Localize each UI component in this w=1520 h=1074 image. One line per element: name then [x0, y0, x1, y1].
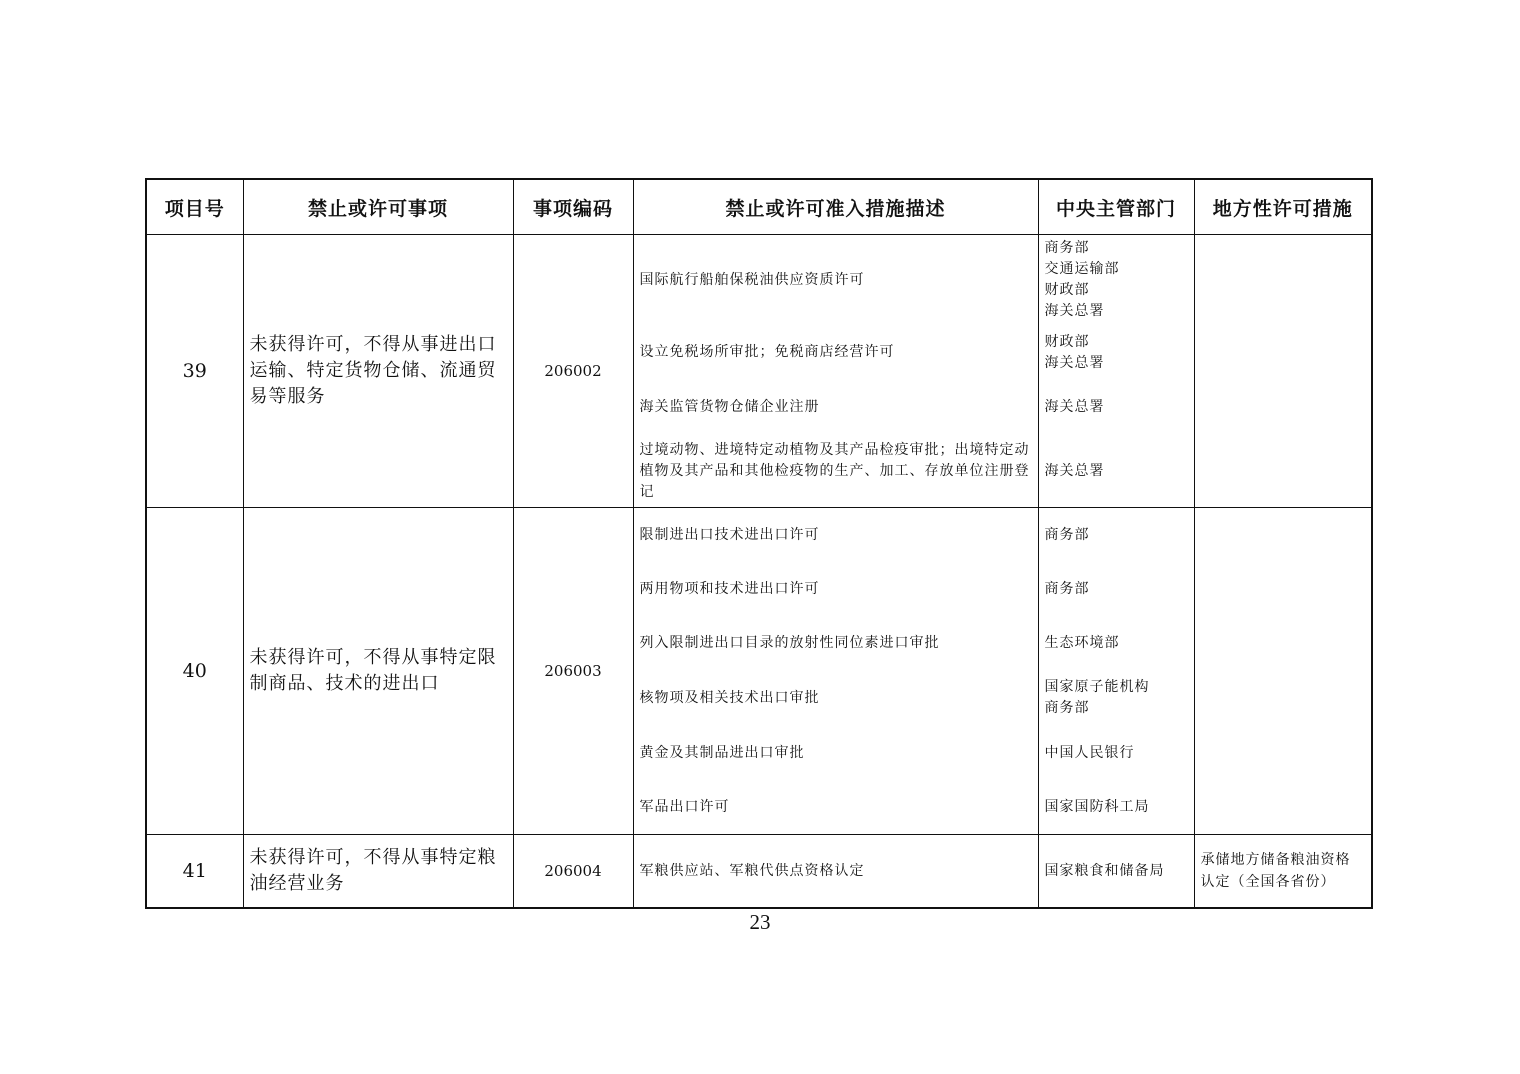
department-list — [1038, 508, 1194, 835]
header-item-number: 项目号 — [146, 179, 243, 235]
department-name: 海关总署 — [1044, 462, 1105, 479]
department-name: 生态环境部 — [1044, 634, 1120, 651]
department-name: 财政部 海关总署 — [1044, 333, 1105, 371]
item-code: 206004 — [513, 835, 633, 909]
item-name: 未获得许可，不得从事特定粮油经营业务 — [243, 835, 513, 909]
item-number: 40 — [146, 508, 243, 835]
local-measure: 承储地方储备粮油资格认定（全国各省份） — [1194, 835, 1372, 909]
department-list — [1038, 235, 1194, 508]
department-list — [1038, 835, 1194, 909]
measure-description: 军粮供应站、军粮代供点资格认定 — [639, 862, 865, 879]
page-number: 23 — [749, 910, 771, 934]
measure-list — [633, 835, 1038, 909]
header-row — [146, 179, 1372, 235]
measure-list — [633, 235, 1038, 508]
department-name: 国家国防科工局 — [1044, 798, 1150, 815]
measure-description: 军品出口许可 — [639, 798, 730, 815]
measure-description: 海关监管货物仓储企业注册 — [639, 399, 820, 415]
item-number: 41 — [146, 835, 243, 909]
department-name: 商务部 交通运输部 财政部 海关总署 — [1044, 240, 1120, 319]
header-local-measures: 地方性许可措施 — [1194, 179, 1372, 235]
item-name: 未获得许可，不得从事进出口运输、特定货物仓储、流通贸易等服务 — [243, 235, 513, 508]
measure-description: 设立免税场所审批；免税商店经营许可 — [639, 344, 895, 360]
measure-description: 国际航行船舶保税油供应资质许可 — [639, 271, 865, 288]
measure-list — [633, 508, 1038, 835]
item-number: 39 — [146, 235, 243, 508]
table-row — [146, 235, 1372, 508]
table-row — [146, 835, 1372, 909]
table-row — [146, 508, 1372, 835]
header-measure-description: 禁止或许可准入措施描述 — [633, 179, 1038, 235]
measure-description: 核物项及相关技术出口审批 — [639, 689, 820, 706]
regulation-table — [145, 178, 1373, 909]
local-measure — [1194, 508, 1372, 835]
measure-description: 两用物项和技术进出口许可 — [639, 580, 820, 597]
item-code: 206003 — [513, 508, 633, 835]
measure-description: 限制进出口技术进出口许可 — [639, 526, 820, 543]
measure-description: 过境动物、进境特定动植物及其产品检疫审批；出境特定动植物及其产品和其他检疫物的生产、加工、存放单位注册登记 — [639, 441, 1030, 500]
measure-description: 黄金及其制品进出口审批 — [639, 744, 805, 761]
department-name: 中国人民银行 — [1044, 744, 1135, 761]
department-name: 国家原子能机构 商务部 — [1044, 679, 1150, 716]
item-name: 未获得许可，不得从事特定限制商品、技术的进出口 — [243, 508, 513, 835]
header-item-name: 禁止或许可事项 — [243, 179, 513, 235]
header-item-code: 事项编码 — [513, 179, 633, 235]
department-name: 商务部 — [1044, 580, 1090, 597]
local-measure — [1194, 235, 1372, 508]
item-code: 206002 — [513, 235, 633, 508]
header-central-department: 中央主管部门 — [1038, 179, 1194, 235]
department-name: 海关总署 — [1044, 399, 1105, 415]
measure-description: 列入限制进出口目录的放射性同位素进口审批 — [639, 634, 940, 651]
department-name: 国家粮食和储备局 — [1044, 862, 1165, 879]
department-name: 商务部 — [1044, 526, 1090, 543]
